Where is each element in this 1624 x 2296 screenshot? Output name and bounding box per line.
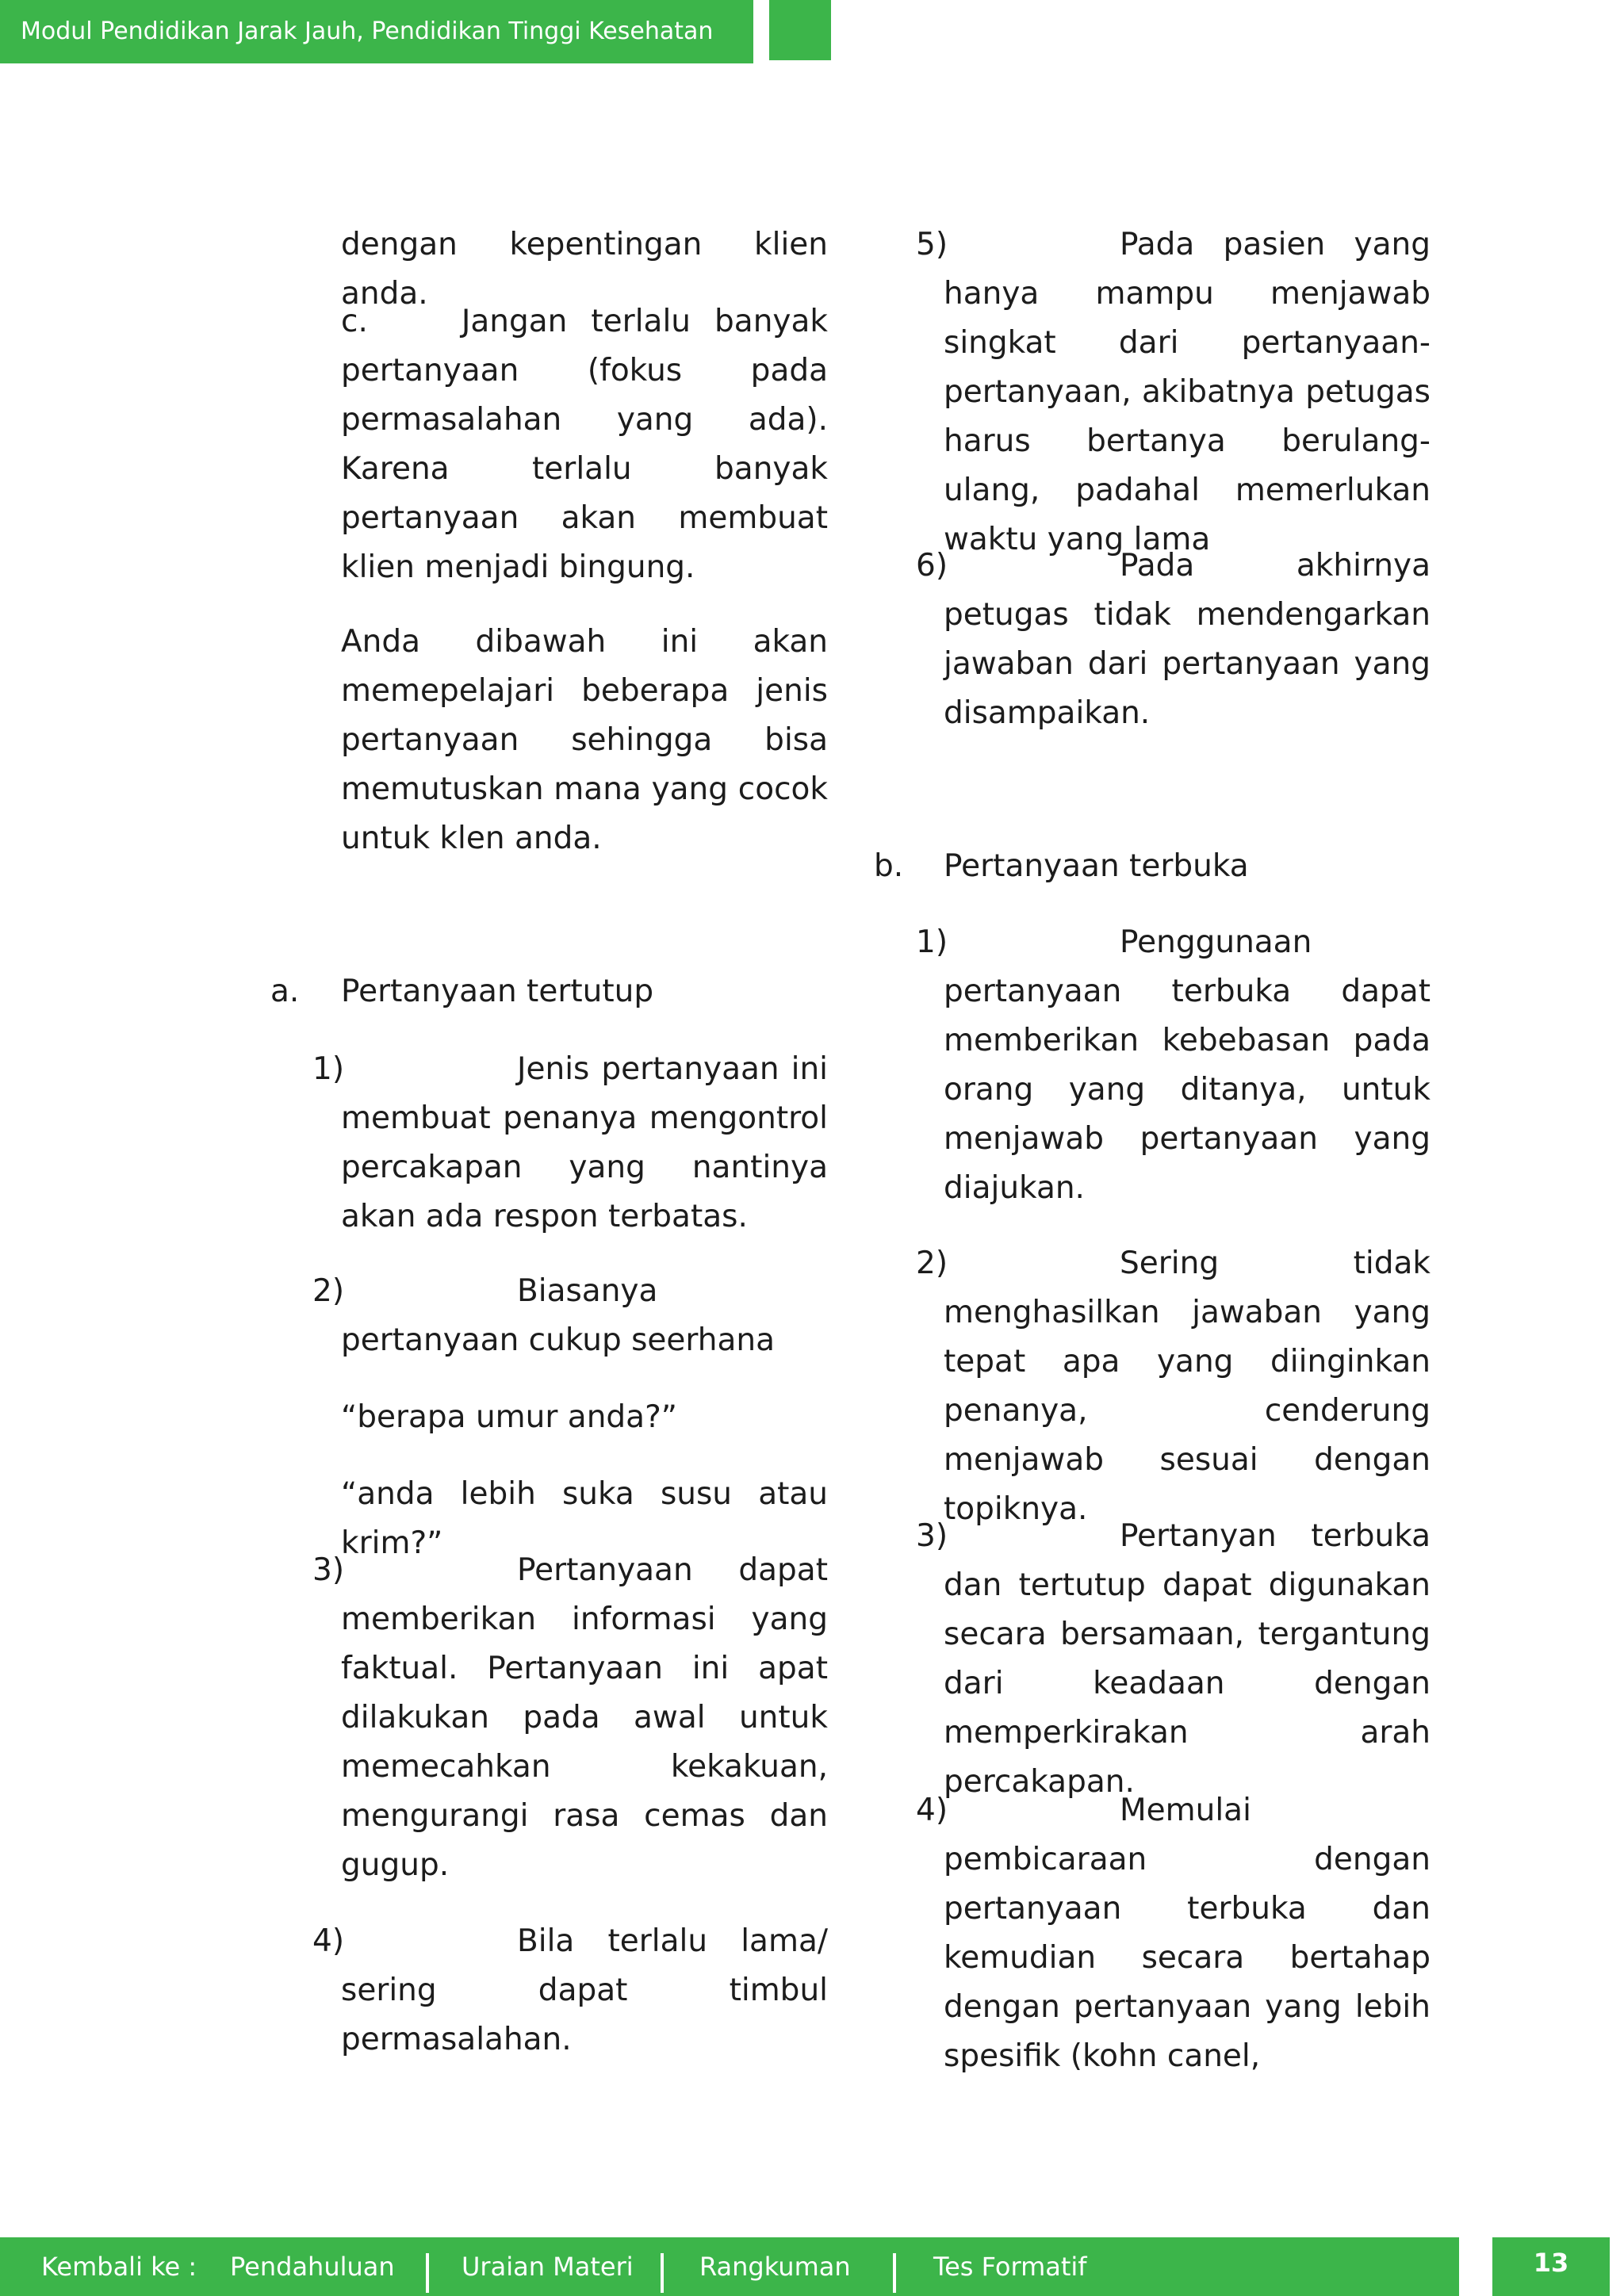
b-item-2-text: Sering tidak menghasilkan jawaban yang tepat apa yang diinginkan penanya, cenderung menjawab sesuai dengan topiknya. [944, 1246, 1431, 1527]
footer-link-rangkuman[interactable]: Rangkuman [699, 2252, 851, 2282]
footer-divider [893, 2253, 896, 2293]
section-a-label: a. [270, 974, 300, 1009]
footer-link-uraian-materi[interactable]: Uraian Materi [462, 2252, 634, 2282]
intro-anda-paragraph: Anda dibawah ini akan memepelajari beberapa jenis pertanyaan sehingga bisa memutuskan mana yang cocok untuk klen anda. [341, 624, 828, 856]
section-a-title: Pertanyaan tertutup [341, 974, 654, 1009]
a-item-3-text: Pertanyaan dapat memberikan informasi yang faktual. Pertanyaan ini apat dilakukan pada awal untuk memecahkan kekakuan, mengurangi rasa cemas dan gugup. [341, 1552, 828, 1883]
point-c-label: c. [341, 304, 368, 339]
a-item-1-number: 1) [312, 1051, 345, 1087]
page-number: 13 [1533, 2248, 1569, 2278]
module-title-banner [0, 0, 753, 63]
point-c-text: Jangan terlalu banyak pertanyaan (fokus pada permasalahan yang ada). Karena terlalu banyak pertanyaan akan membuat klien menjadi bingung. [341, 304, 828, 585]
a-item-5-number: 5) [916, 227, 948, 262]
footer-nav-bar [0, 2237, 1459, 2296]
footer-divider [426, 2253, 429, 2293]
header-accent-block [769, 0, 831, 60]
b-item-4-number: 4) [916, 1793, 948, 1828]
footer-link-pendahuluan[interactable]: Pendahuluan [230, 2252, 395, 2282]
footer-divider [661, 2253, 664, 2293]
footer-back-label: Kembali ke : [41, 2252, 197, 2282]
a-item-4-text: Bila terlalu lama/ sering dapat timbul permasalahan. [341, 1923, 828, 2057]
b-item-3-number: 3) [916, 1518, 948, 1554]
section-b-title: Pertanyaan terbuka [944, 848, 1249, 884]
page-number-box [1492, 2237, 1610, 2296]
section-b-label: b. [874, 848, 904, 884]
b-item-1-text: Penggunaan pertanyaan terbuka dapat memberikan kebebasan pada orang yang ditanya, untuk menjawab pertanyaan yang diajukan. [944, 924, 1431, 1206]
a-item-1-text: Jenis pertanyaan ini membuat penanya mengontrol percakapan yang nantinya akan ada respon terbatas. [341, 1051, 828, 1234]
a-item-2-number: 2) [312, 1273, 345, 1309]
example-question-2: “anda lebih suka susu atau krim?” [341, 1476, 828, 1561]
b-item-2-number: 2) [916, 1246, 948, 1281]
a-item-3-number: 3) [312, 1552, 345, 1588]
point-c-paragraph [341, 297, 828, 592]
b-item-4-text: Memulai pembicaraan dengan pertanyaan terbuka dan kemudian secara bertahap dengan pertanyaan yang lebih spesifik (kohn canel, [944, 1793, 1431, 2074]
example-question-1: “berapa umur anda?” [341, 1399, 677, 1435]
a-item-6-number: 6) [916, 548, 948, 584]
b-item-1-number: 1) [916, 924, 948, 960]
left-intro-text: dengan kepentingan klien anda. [341, 227, 828, 312]
module-title: Modul Pendidikan Jarak Jauh, Pendidikan Tinggi Kesehatan [21, 17, 714, 45]
a-item-4-number: 4) [312, 1923, 345, 1959]
b-item-3-text: Pertanyan terbuka dan tertutup dapat digunakan secara bersamaan, tergantung dari keadaan dengan memperkirakan arah percakapan. [944, 1518, 1431, 1800]
a-item-2-text: Biasanya pertanyaan cukup seerhana [341, 1273, 775, 1358]
a-item-5-text: Pada pasien yang hanya mampu menjawab singkat dari pertanyaan-pertanyaan, akibatnya petugas harus bertanya berulang-ulang, padahal memerlukan waktu yang lama [944, 227, 1431, 557]
a-item-6-text: Pada akhirnya petugas tidak mendengarkan jawaban dari pertanyaan yang disampaikan. [944, 548, 1431, 731]
footer-link-tes-formatif[interactable]: Tes Formatif [933, 2252, 1087, 2282]
